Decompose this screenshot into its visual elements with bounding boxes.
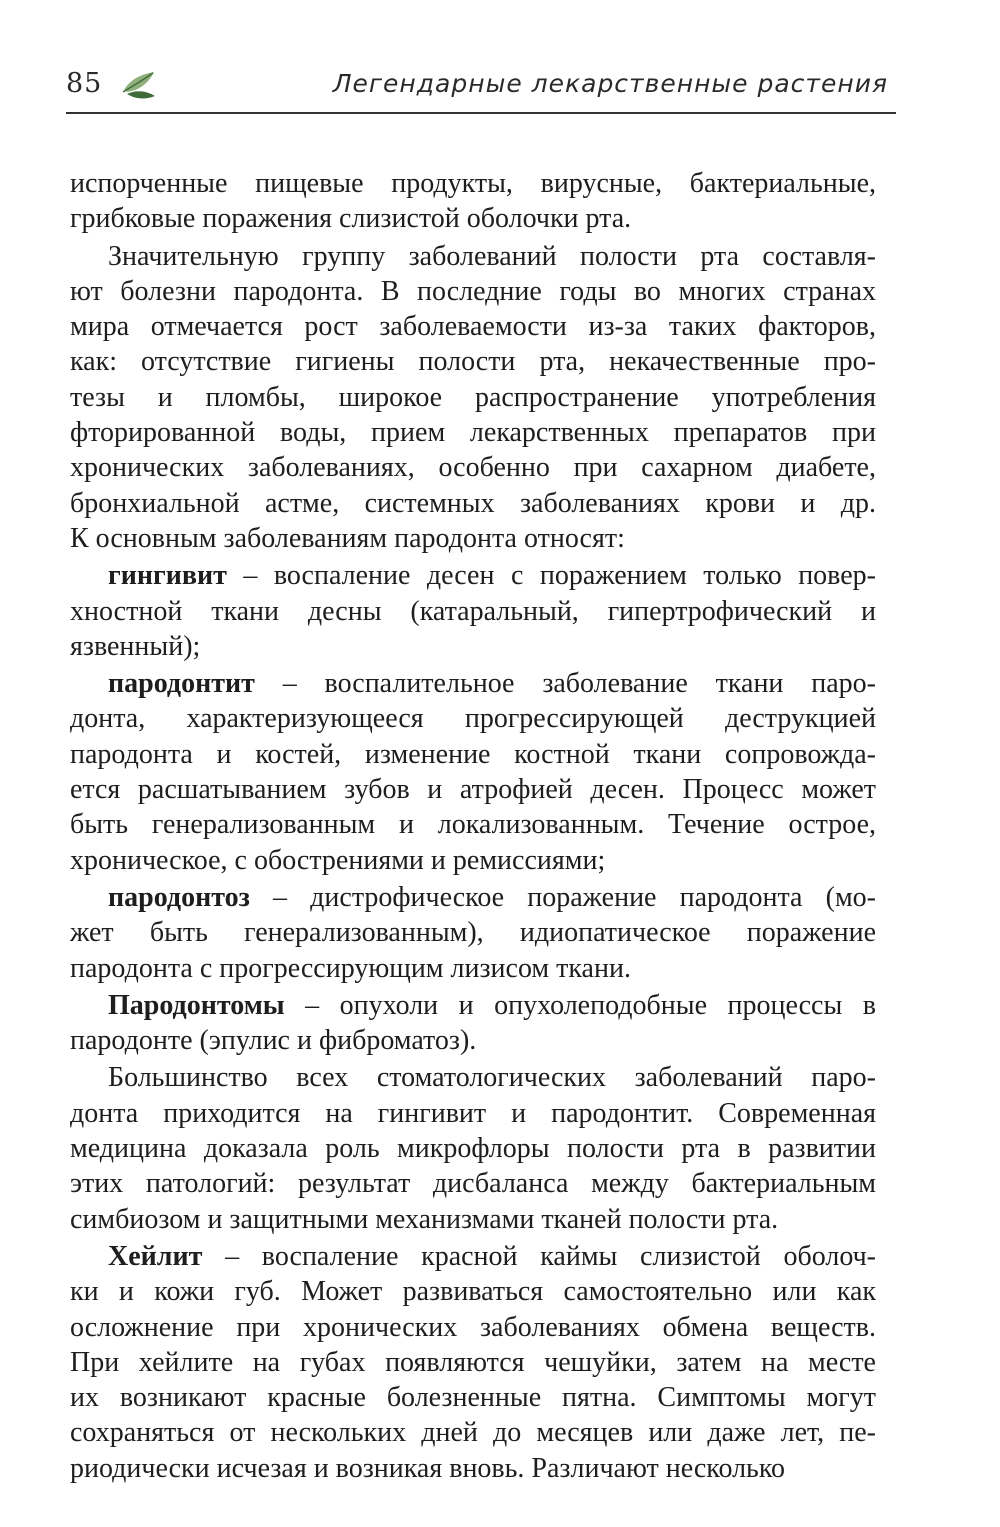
line-text: – воспаление красной каймы слизистой оболоч- <box>202 1240 876 1272</box>
paragraph <box>70 166 876 237</box>
line-text: пародонта с прогрессирующим лизисом ткани. <box>70 952 631 984</box>
text-line <box>70 380 876 415</box>
line-text: – опухоли и опухолеподобные процессы в <box>284 989 876 1021</box>
line-text: При хейлите на губах появляются чешуйки, затем на месте <box>70 1346 876 1378</box>
text-line <box>70 1131 876 1166</box>
text-line <box>70 807 876 842</box>
term: пародонтоз <box>108 881 250 913</box>
text-line <box>70 274 876 309</box>
text-line <box>70 1202 876 1237</box>
term: Хейлит <box>108 1240 203 1272</box>
line-text: хностной ткани десны (катаральный, гипертрофический и <box>70 595 876 627</box>
text-line <box>70 880 876 915</box>
line-text: донта приходится на гингивит и пародонтит. Современная <box>70 1097 876 1129</box>
line-text: ется расшатыванием зубов и атрофией десен. Процесс может <box>70 774 876 806</box>
text-line <box>70 344 876 379</box>
text-line <box>70 1415 876 1450</box>
text-line <box>70 1166 876 1201</box>
line-text: симбиозом и защитными механизмами тканей полости рта. <box>70 1203 779 1235</box>
line-text: – дистрофическое поражение пародонта (мо- <box>249 881 876 913</box>
line-text: фторированной воды, прием лекарственных препаратов при <box>70 417 876 449</box>
text-line <box>70 772 876 807</box>
page-number: 85 <box>66 68 103 99</box>
text-line <box>70 951 876 986</box>
paragraph <box>70 239 876 557</box>
line-text: грибковые поражения слизистой оболочки рта. <box>70 203 632 235</box>
text-line <box>70 843 876 878</box>
text-line <box>70 521 876 556</box>
line-text: жет быть генерализованным), идиопатическое поражение <box>70 917 876 949</box>
page-header <box>66 64 896 110</box>
line-text: хронических заболеваниях, особенно при сахарном диабете, <box>70 452 876 484</box>
text-line <box>70 1380 876 1415</box>
line-text: риодически исчезая и возникая вновь. Различают несколько <box>70 1452 786 1484</box>
text-line <box>70 415 876 450</box>
leaf-icon <box>121 68 157 102</box>
text-line <box>70 166 876 201</box>
text-line <box>70 629 876 664</box>
term: пародонтит <box>108 668 255 700</box>
text-line <box>70 737 876 772</box>
text-line <box>70 1451 876 1486</box>
text-line <box>70 1239 876 1274</box>
definition-paragraph <box>70 988 876 1059</box>
line-text: быть генерализованным и локализованным. Течение острое, <box>70 809 876 841</box>
text-line <box>70 701 876 736</box>
term: Пародонтомы <box>108 989 285 1021</box>
line-text: этих патологий: результат дисбаланса между бактериальным <box>70 1168 876 1200</box>
line-text: ют болезни пародонта. В последние годы во многих странах <box>70 275 876 307</box>
definition-paragraph <box>70 666 876 878</box>
line-text: Большинство всех стоматологических заболеваний паро- <box>108 1062 876 1094</box>
line-text: медицина доказала роль микрофлоры полости рта в развитии <box>70 1133 876 1165</box>
line-text: их возникают красные болезненные пятна. Симптомы могут <box>70 1382 876 1414</box>
text-line <box>70 239 876 274</box>
text-line <box>70 486 876 521</box>
header-rule <box>66 112 896 114</box>
line-text: испорченные пищевые продукты, вирусные, бактериальные, <box>70 168 876 199</box>
definition-paragraph <box>70 880 876 986</box>
line-text: пародонте (эпулис и фиброматоз). <box>70 1025 477 1057</box>
line-text: К основным заболеваниям пародонта относят: <box>70 522 625 554</box>
definition-paragraph <box>70 1239 876 1486</box>
line-text: донта, характеризующееся прогрессирующей деструкцией <box>70 703 876 735</box>
running-title: Легендарные лекарственные растения <box>332 69 888 98</box>
text-line <box>70 450 876 485</box>
text-line <box>70 1023 876 1058</box>
text-line <box>70 1060 876 1095</box>
text-line <box>70 915 876 950</box>
line-text: как: отсутствие гигиены полости рта, некачественные про- <box>70 346 876 378</box>
text-line <box>70 594 876 629</box>
line-text: – воспалительное заболевание ткани паро- <box>254 668 876 700</box>
text-line <box>70 558 876 593</box>
text-line <box>70 666 876 701</box>
line-text: – воспаление десен с поражением только повер- <box>226 560 876 592</box>
text-line <box>70 309 876 344</box>
text-line <box>70 1274 876 1309</box>
line-text: тезы и пломбы, широкое распространение употребления <box>70 381 876 413</box>
text-line <box>70 201 876 236</box>
body-text <box>70 166 876 1486</box>
line-text: язвенный); <box>70 630 201 662</box>
line-text: сохраняться от нескольких дней до месяцев или даже лет, пе- <box>70 1417 876 1449</box>
line-text: осложнение при хронических заболеваниях обмена веществ. <box>70 1311 876 1343</box>
text-line <box>70 988 876 1023</box>
term: гингивит <box>108 560 227 592</box>
paragraph <box>70 1060 876 1236</box>
definition-paragraph <box>70 558 876 664</box>
line-text: бронхиальной астме, системных заболеваниях крови и др. <box>70 487 876 519</box>
line-text: пародонта и костей, изменение костной ткани сопровожда- <box>70 738 876 770</box>
line-text: Значительную группу заболеваний полости рта составля- <box>108 240 876 272</box>
line-text: мира отмечается рост заболеваемости из-за таких факторов, <box>70 311 876 343</box>
text-line <box>70 1345 876 1380</box>
line-text: ки и кожи губ. Может развиваться самостоятельно или как <box>70 1276 876 1308</box>
text-line <box>70 1310 876 1345</box>
line-text: хроническое, с обострениями и ремиссиями; <box>70 844 606 876</box>
text-line <box>70 1096 876 1131</box>
